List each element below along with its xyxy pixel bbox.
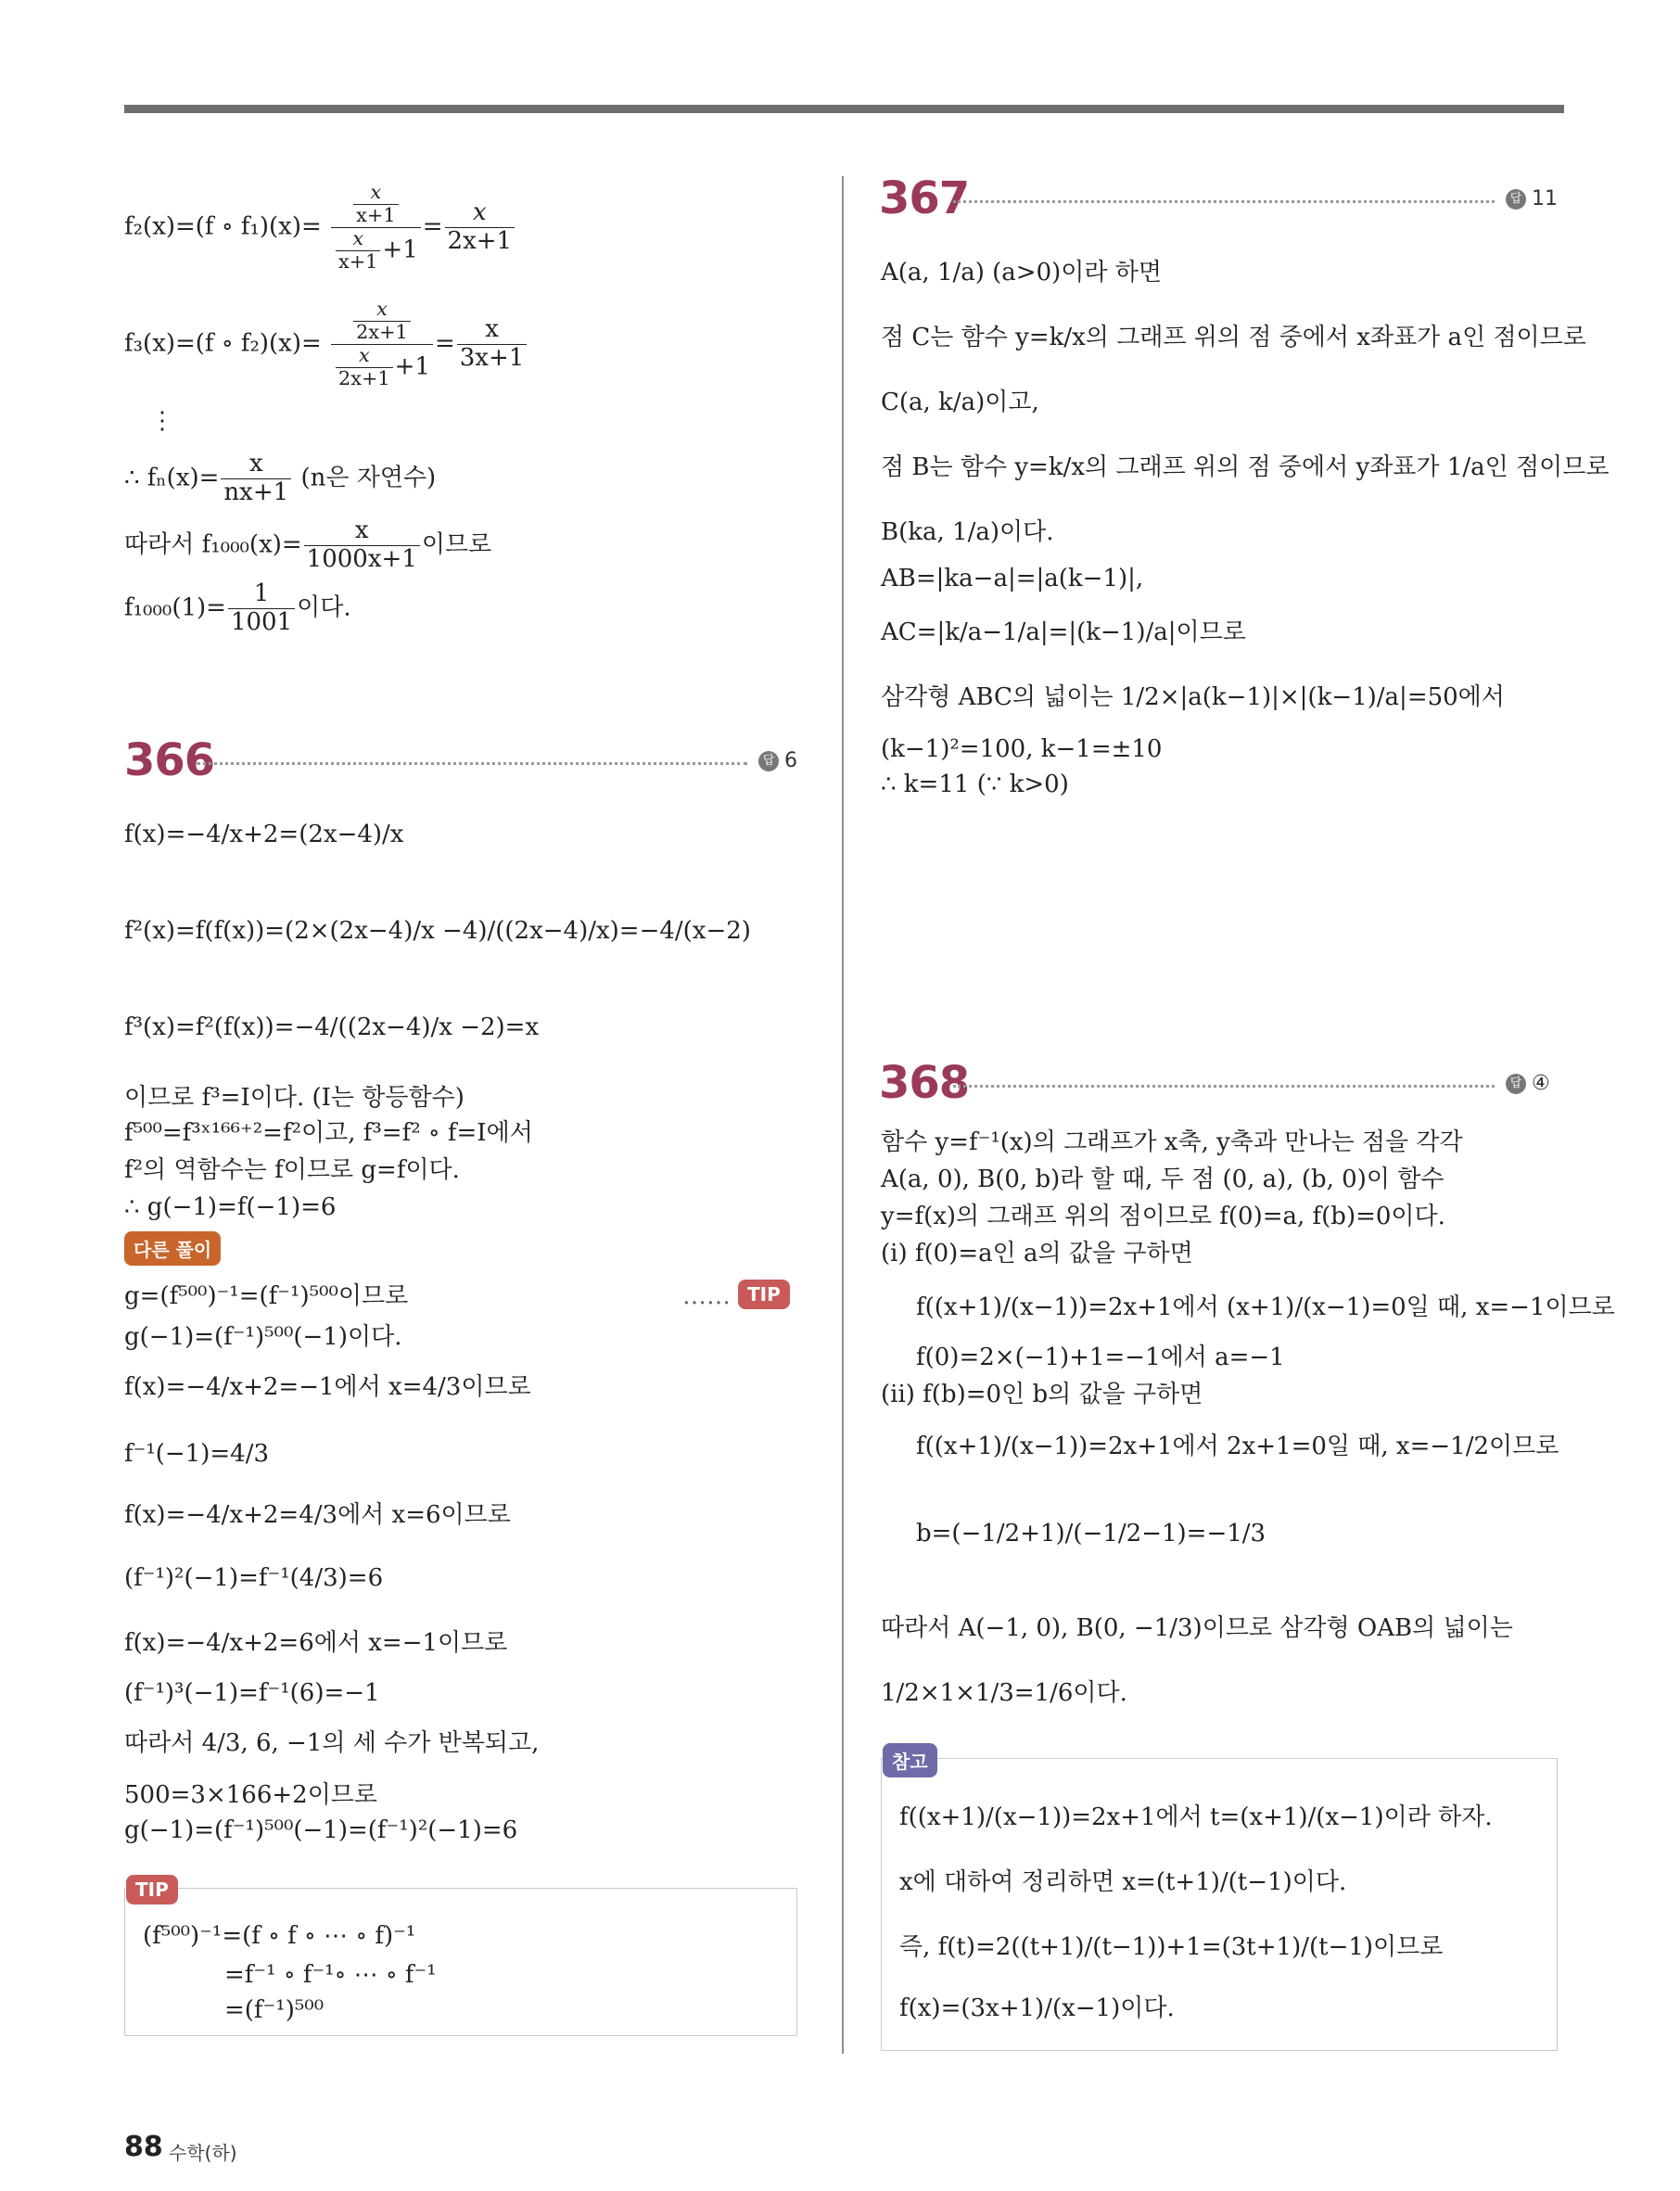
eq-f3-lhs: f₃(x)=(f ∘ f₂)(x)=	[124, 329, 322, 358]
reference-label: 참고	[883, 1743, 937, 1777]
p368-line-5: f((x+1)/(x−1))=2x+1에서 (x+1)/(x−1)=0일 때, x=−1이므로	[916, 1293, 1615, 1321]
tip-marker: TIP	[738, 1280, 790, 1309]
p368-line-9: b=(−1/2+1)/(−1/2−1)=−1/3	[916, 1520, 1266, 1548]
problem-number-367: 367	[879, 172, 970, 224]
alt-line-6: (f⁻¹)²(−1)=f⁻¹(4/3)=6	[124, 1564, 384, 1592]
answer-icon: 답	[1506, 189, 1526, 210]
tip-dots: ……	[682, 1282, 731, 1310]
result-fraction: $\frac{x}{2x+1}$	[445, 199, 515, 256]
ref-line-4: f(x)=(3x+1)/(x−1)이다.	[899, 1994, 1175, 2022]
p368-line-4: (i) f(0)=a인 a의 값을 구하면	[881, 1240, 1193, 1267]
result-fraction: $\frac{x}{3x+1}$	[457, 316, 528, 373]
p367-line-6: AB=|ka−a|=|a(k−1)|,	[881, 565, 1144, 592]
p367-line-2: 점 C는 함수 y=k/x의 그래프 위의 점 중에서 x좌표가 a인 점이므로	[881, 324, 1586, 351]
ref-line-3: 즉, f(t)=2((t+1)/(t−1))+1=(3t+1)/(t−1)이므로	[899, 1933, 1444, 1961]
p366-line-7: ∴ g(−1)=f(−1)=6	[124, 1193, 337, 1221]
alt-line-4: f⁻¹(−1)=4/3	[124, 1440, 270, 1468]
p367-line-4: 점 B는 함수 y=k/x의 그래프 위의 점 중에서 y좌표가 1/a인 점이므로	[881, 453, 1610, 481]
tip-line-3: =(f⁻¹)⁵⁰⁰	[224, 1996, 325, 2024]
tip-box-label: TIP	[126, 1875, 178, 1904]
alt-solution-badge: 다른 풀이	[124, 1231, 221, 1266]
alt-line-9: 따라서 4/3, 6, −1의 세 수가 반복되고,	[124, 1729, 540, 1757]
alt-line-2: g(−1)=(f⁻¹)⁵⁰⁰(−1)이다.	[124, 1323, 402, 1351]
eq-f2-lhs: f₂(x)=(f ∘ f₁)(x)=	[124, 212, 322, 241]
p368-line-3: y=f(x)의 그래프 위의 점이므로 f(0)=a, f(b)=0이다.	[881, 1203, 1445, 1230]
answer-367: 답 11	[1506, 187, 1558, 210]
tip-line-1: (f⁵⁰⁰)⁻¹=(f ∘ f ∘ ⋯ ∘ f)⁻¹	[143, 1922, 416, 1950]
alt-line-7: f(x)=−4/x+2=6에서 x=−1이므로	[124, 1629, 508, 1657]
p366-line-5: f⁵⁰⁰=f³ˣ¹⁶⁶⁺²=f²이고, f³=f² ∘ f=I에서	[124, 1119, 533, 1147]
leader-dots	[197, 762, 747, 765]
nested-fraction: $\frac{x}{2x+1}$ $\frac{x}{2x+1}$ +1	[331, 299, 433, 390]
tip-line-2: =f⁻¹ ∘ f⁻¹∘ ⋯ ∘ f⁻¹	[224, 1961, 437, 1989]
alt-line-1: g=(f⁵⁰⁰)⁻¹=(f⁻¹)⁵⁰⁰이므로	[124, 1282, 409, 1310]
top-rule	[124, 105, 1564, 113]
eq-f3: f₃(x)=(f ∘ f₂)(x)= $\frac{x}{2x+1}$ $\frac{x}{2x+1}$ +1 = $\frac{x}{3x+1}$	[124, 299, 528, 390]
book-title: 수학(하)	[169, 2142, 237, 2164]
problem-number-366: 366	[124, 734, 215, 786]
p368-line-2: A(a, 0), B(0, b)라 할 때, 두 점 (0, a), (b, 0)이 함수	[881, 1166, 1445, 1193]
eq-f2: f₂(x)=(f ∘ f₁)(x)= $\frac{x}{x+1}$ $\frac{x}{x+1}$ +1 = $\frac{x}{2x+1}$	[124, 182, 516, 274]
ref-line-1: f((x+1)/(x−1))=2x+1에서 t=(x+1)/(x−1)이라 하자.	[899, 1803, 1493, 1831]
p367-line-8: 삼각형 ABC의 넓이는 1/2×|a(k−1)|×|(k−1)/a|=50에서	[881, 683, 1505, 711]
p368-line-7: (ii) f(b)=0인 b의 값을 구하면	[881, 1381, 1203, 1408]
p367-line-3: C(a, k/a)이고,	[881, 389, 1039, 416]
p368-line-8: f((x+1)/(x−1))=2x+1에서 2x+1=0일 때, x=−1/2이므로	[916, 1433, 1559, 1460]
alt-line-5: f(x)=−4/x+2=4/3에서 x=6이므로	[124, 1501, 511, 1529]
answer-366: 답 6	[758, 749, 797, 772]
p367-line-10: ∴ k=11 (∵ k>0)	[881, 771, 1069, 798]
p366-line-3: f³(x)=f²(f(x))=−4/((2x−4)/x −2)=x	[124, 1013, 540, 1041]
vertical-ellipsis: ⋮	[150, 407, 174, 435]
p368-line-1: 함수 y=f⁻¹(x)의 그래프가 x축, y축과 만나는 점을 각각	[881, 1128, 1463, 1156]
answer-368: 답 ④	[1506, 1072, 1550, 1095]
p368-line-10: 따라서 A(−1, 0), B(0, −1/3)이므로 삼각형 OAB의 넓이는	[881, 1614, 1513, 1642]
p367-line-9: (k−1)²=100, k−1=±10	[881, 735, 1163, 763]
ref-line-2: x에 대하여 정리하면 x=(t+1)/(t−1)이다.	[899, 1868, 1347, 1896]
nested-fraction: $\frac{x}{x+1}$ $\frac{x}{x+1}$ +1	[331, 182, 421, 274]
p368-line-6: f(0)=2×(−1)+1=−1에서 a=−1	[916, 1344, 1285, 1371]
p366-line-4: 이므로 f³=I이다. (I는 항등함수)	[124, 1084, 465, 1112]
alt-line-11: g(−1)=(f⁻¹)⁵⁰⁰(−1)=(f⁻¹)²(−1)=6	[124, 1816, 518, 1844]
p367-line-5: B(ka, 1/a)이다.	[881, 518, 1054, 546]
leader-dots	[953, 200, 1495, 203]
p367-line-1: A(a, 1/a) (a>0)이라 하면	[881, 259, 1163, 287]
alt-line-10: 500=3×166+2이므로	[124, 1781, 378, 1809]
page-number: 88	[124, 2131, 163, 2163]
problem-number-368: 368	[879, 1057, 970, 1109]
p368-line-11: 1/2×1×1/3=1/6이다.	[881, 1679, 1127, 1707]
p366-line-2: f²(x)=f(f(x))=(2×(2x−4)/x −4)/((2x−4)/x)=−4/(x−2)	[124, 917, 751, 945]
p366-line-1: f(x)=−4/x+2=(2x−4)/x	[124, 821, 404, 848]
eq-f1000: 따라서 f₁₀₀₀(x)= $\frac{x}{1000x+1}$ 이므로	[124, 516, 492, 573]
answer-icon: 답	[1506, 1074, 1526, 1094]
p366-line-6: f²의 역함수는 f이므로 g=f이다.	[124, 1156, 460, 1184]
p367-line-7: AC=|k/a−1/a|=|(k−1)/a|이므로	[881, 618, 1246, 646]
alt-line-3: f(x)=−4/x+2=−1에서 x=4/3이므로	[124, 1373, 531, 1401]
column-divider	[842, 176, 844, 2054]
alt-line-8: (f⁻¹)³(−1)=f⁻¹(6)=−1	[124, 1679, 380, 1707]
eq-fn: ∴ fₙ(x)= $\frac{x}{nx+1}$ (n은 자연수)	[124, 450, 437, 506]
answer-icon: 답	[758, 751, 779, 771]
leader-dots	[953, 1085, 1495, 1088]
eq-f1000-1: f₁₀₀₀(1)= $\frac{1}{1001}$ 이다.	[124, 580, 351, 636]
